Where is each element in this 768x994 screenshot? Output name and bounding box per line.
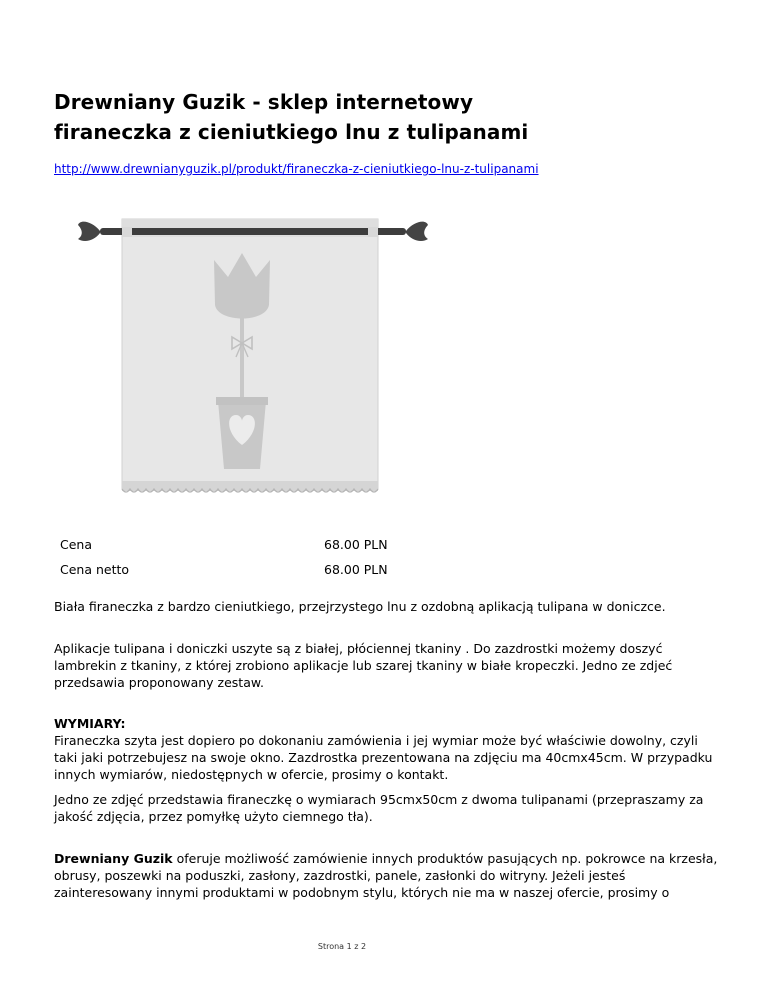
description-paragraph-5	[54, 850, 724, 901]
offer-text: oferuje możliwość zamówienie innych produktów pasujących np. pokrowce na krzesła, obrusy, poszewki na poduszki, zasłony, zazdrostki, panele, zasłonki do witryny. Jeżeli jesteś zainteresowany innymi produktami w podobnym stylu, których nie ma w naszej ofercie, prosimy o	[54, 851, 718, 900]
dimensions-heading: WYMIARY:	[54, 716, 126, 731]
dimensions-text: Firaneczka szyta jest dopiero po dokonaniu zamówienia i jej wymiar może być właściwie dowolny, czyli taki jaki potrzebujesz na swoje okno. Zazdrostka prezentowana na zdjęciu ma 40cmx45cm. W przypadku innych wymiarów, niedostępnych w ofercie, prosimy o kontakt.	[54, 733, 713, 782]
tulip-stem	[240, 317, 244, 403]
price-value: 68.00 PLN	[324, 537, 388, 552]
brand-name: Drewniany Guzik	[54, 851, 173, 866]
description-paragraph-1: Biała firaneczka z bardzo cieniutkiego, przejrzystego lnu z ozdobną aplikacją tulipana w doniczce.	[54, 599, 666, 614]
net-price-row	[54, 557, 388, 582]
product-url-link[interactable]: http://www.drewnianyguzik.pl/produkt/firaneczka-z-cieniutkiego-lnu-z-tulipanami	[54, 162, 539, 176]
net-price-label: Cena netto	[60, 562, 130, 577]
site-title: Drewniany Guzik - sklep internetowy	[54, 90, 474, 114]
page-number-footer: Strona 1 z 2	[317, 942, 367, 951]
description-paragraph-2: Aplikacje tulipana i doniczki uszyte są z białej, płóciennej tkaniny . Do zazdrostki możemy doszyć lambrekin z tkaniny, z której zrobiono aplikacje lub szarej tkaniny w białe kropeczki. Jedno ze zdjeć przedsawia proponowany zestaw.	[54, 641, 673, 690]
right-finial-icon	[406, 222, 428, 241]
net-price-value: 68.00 PLN	[324, 562, 388, 577]
dimensions-section	[54, 715, 724, 783]
price-row	[54, 532, 388, 557]
price-table	[54, 532, 388, 582]
description-paragraph-4: Jedno ze zdjęć przedstawia firaneczkę o wymiarach 95cmx50cm z dwoma tulipanami (przepraszamy za jakość zdjęcia, przez pomyłkę użyto ciemnego tła).	[54, 792, 704, 824]
product-title: firaneczka z cieniutkiego lnu z tulipanami	[54, 120, 529, 144]
product-photo	[76, 205, 432, 495]
curtain-rod	[100, 228, 406, 235]
price-label: Cena	[60, 537, 93, 552]
left-finial-icon	[78, 222, 100, 241]
